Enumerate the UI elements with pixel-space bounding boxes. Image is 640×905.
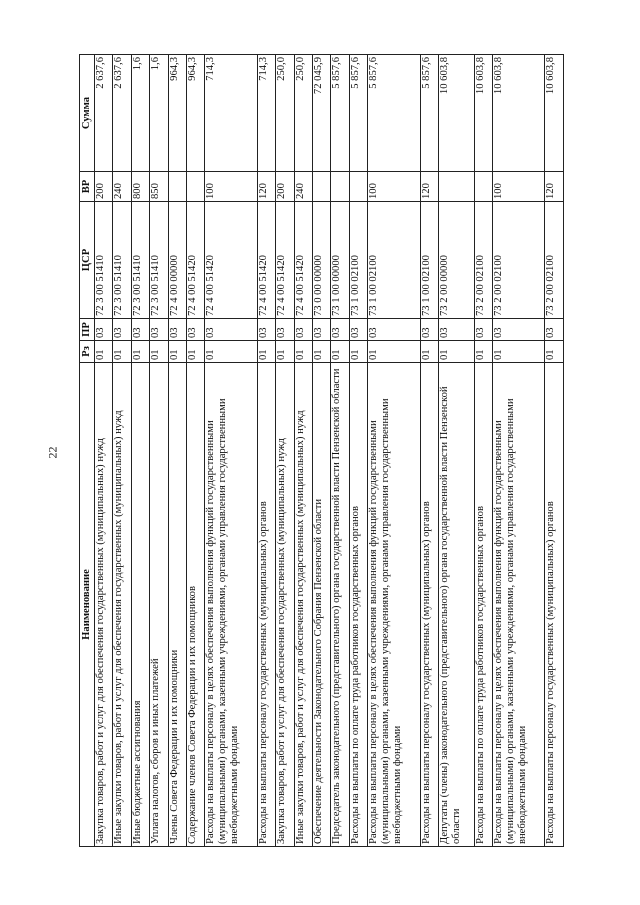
table-row (545, 55, 564, 847)
cell-csr: 72 4 00 51420 (294, 202, 312, 319)
page-number: 22 (45, 446, 60, 459)
cell-sum: 250,0 (276, 55, 294, 172)
cell-sum: 10 603,8 (492, 55, 544, 172)
cell-name: Расходы на выплаты персоналу в целях обеспечения выполнения функций государственными (муниципальными) органами, казенными учреждениями, органами управления государственными внебюджетными фондами (368, 363, 420, 847)
cell-name: Расходы на выплаты по оплате труда работников государственных органов (349, 363, 367, 847)
cell-name: Расходы на выплаты персоналу в целях обеспечения выполнения функций государственными (муниципальными) органами, казенными учреждениями, органами управления государственными внебюджетными фондами (492, 363, 544, 847)
cell-csr: 72 3 00 51410 (131, 202, 149, 319)
header-pr: ПР (80, 319, 95, 341)
cell-vr (168, 172, 186, 202)
cell-pr: 03 (368, 319, 420, 341)
cell-csr: 72 4 00 51420 (276, 202, 294, 319)
cell-pr: 03 (257, 319, 275, 341)
cell-name: Содержание членов Совета Федерации и их помощников (187, 363, 205, 847)
cell-csr: 72 4 00 51420 (187, 202, 205, 319)
cell-sum: 5 857,6 (368, 55, 420, 172)
cell-rz: 01 (474, 341, 492, 363)
cell-rz: 01 (349, 341, 367, 363)
cell-sum: 72 045,9 (313, 55, 331, 172)
cell-name: Иные закупки товаров, работ и услуг для обеспечения государственных (муниципальных) нужд (294, 363, 312, 847)
cell-rz: 01 (150, 341, 168, 363)
cell-name: Председатель законодательного (представительного) органа государственной власти Пензенской области (331, 363, 349, 847)
cell-sum: 964,3 (168, 55, 186, 172)
table-row (294, 55, 312, 847)
cell-sum: 10 603,8 (474, 55, 492, 172)
cell-pr: 03 (205, 319, 257, 341)
table-row (474, 55, 492, 847)
cell-csr: 73 2 00 02100 (474, 202, 492, 319)
table-row (205, 55, 257, 847)
cell-name: Иные бюджетные ассигнования (131, 363, 149, 847)
cell-pr: 03 (331, 319, 349, 341)
cell-rz: 01 (294, 341, 312, 363)
cell-vr: 100 (492, 172, 544, 202)
cell-pr: 03 (313, 319, 331, 341)
cell-vr: 240 (294, 172, 312, 202)
table-row (257, 55, 275, 847)
table-row (168, 55, 186, 847)
table-row (113, 55, 131, 847)
cell-name: Расходы на выплаты персоналу в целях обеспечения выполнения функций государственными (муниципальными) органами, казенными учреждениями, органами управления государственными внебюджетными фондами (205, 363, 257, 847)
table-row (150, 55, 168, 847)
cell-csr: 72 3 00 51410 (95, 202, 113, 319)
cell-name: Члены Совета Федерации и их помощники (168, 363, 186, 847)
cell-vr (349, 172, 367, 202)
cell-pr: 03 (131, 319, 149, 341)
cell-rz: 01 (168, 341, 186, 363)
cell-csr: 72 3 00 51410 (150, 202, 168, 319)
cell-name: Расходы на выплаты персоналу государственных (муниципальных) органов (257, 363, 275, 847)
cell-csr: 73 1 00 02100 (349, 202, 367, 319)
cell-vr: 120 (420, 172, 438, 202)
cell-name: Обеспечение деятельности Законодательного Собрания Пензенской области (313, 363, 331, 847)
cell-sum: 250,0 (294, 55, 312, 172)
cell-sum: 1,6 (150, 55, 168, 172)
cell-pr: 03 (95, 319, 113, 341)
cell-pr: 03 (150, 319, 168, 341)
cell-name: Расходы на выплаты персоналу государственных (муниципальных) органов (545, 363, 564, 847)
cell-pr: 03 (294, 319, 312, 341)
cell-rz: 01 (131, 341, 149, 363)
table-row (187, 55, 205, 847)
table-row (313, 55, 331, 847)
cell-sum: 5 857,6 (420, 55, 438, 172)
cell-vr: 200 (276, 172, 294, 202)
cell-csr: 72 4 00 00000 (168, 202, 186, 319)
cell-sum: 714,3 (257, 55, 275, 172)
table-row (131, 55, 149, 847)
table-row (439, 55, 474, 847)
table-row (95, 55, 113, 847)
cell-name: Расходы на выплаты по оплате труда работников государственных органов (474, 363, 492, 847)
cell-rz: 01 (95, 341, 113, 363)
cell-csr: 73 2 00 00000 (439, 202, 474, 319)
cell-sum: 5 857,6 (331, 55, 349, 172)
table-row (368, 55, 420, 847)
cell-csr: 73 2 00 02100 (545, 202, 564, 319)
cell-rz: 01 (276, 341, 294, 363)
cell-name: Закупка товаров, работ и услуг для обеспечения государственных (муниципальных) нужд (95, 363, 113, 847)
cell-rz: 01 (313, 341, 331, 363)
header-vr: ВР (80, 172, 95, 202)
cell-rz: 01 (113, 341, 131, 363)
cell-pr: 03 (276, 319, 294, 341)
cell-pr: 03 (439, 319, 474, 341)
cell-sum: 10 603,8 (439, 55, 474, 172)
cell-vr: 850 (150, 172, 168, 202)
cell-csr: 72 3 00 51410 (113, 202, 131, 319)
header-sum: Сумма (80, 55, 95, 172)
table-row (420, 55, 438, 847)
cell-csr: 72 4 00 51420 (205, 202, 257, 319)
table-row (331, 55, 349, 847)
cell-vr (331, 172, 349, 202)
cell-csr: 73 0 00 00000 (313, 202, 331, 319)
table-row (492, 55, 544, 847)
cell-csr: 72 4 00 51420 (257, 202, 275, 319)
budget-table (79, 54, 564, 847)
cell-pr: 03 (545, 319, 564, 341)
cell-sum: 10 603,8 (545, 55, 564, 172)
cell-vr (187, 172, 205, 202)
cell-vr: 100 (205, 172, 257, 202)
cell-rz: 01 (187, 341, 205, 363)
cell-vr: 120 (257, 172, 275, 202)
cell-name: Уплата налогов, сборов и иных платежей (150, 363, 168, 847)
header-csr: ЦСР (80, 202, 95, 319)
cell-vr: 120 (545, 172, 564, 202)
cell-rz: 01 (439, 341, 474, 363)
cell-sum: 714,3 (205, 55, 257, 172)
cell-rz: 01 (368, 341, 420, 363)
cell-sum: 1,6 (131, 55, 149, 172)
header-name: Наименование (80, 363, 95, 847)
cell-csr: 73 1 00 02100 (420, 202, 438, 319)
cell-rz: 01 (205, 341, 257, 363)
cell-sum: 2 637,6 (113, 55, 131, 172)
cell-vr (313, 172, 331, 202)
cell-rz: 01 (420, 341, 438, 363)
rotated-table-container (79, 55, 564, 847)
cell-name: Закупка товаров, работ и услуг для обеспечения государственных (муниципальных) нужд (276, 363, 294, 847)
cell-vr: 200 (95, 172, 113, 202)
cell-sum: 2 637,6 (95, 55, 113, 172)
cell-name: Иные закупки товаров, работ и услуг для обеспечения государственных (муниципальных) нужд (113, 363, 131, 847)
cell-vr: 100 (368, 172, 420, 202)
cell-name: Расходы на выплаты персоналу государственных (муниципальных) органов (420, 363, 438, 847)
cell-pr: 03 (420, 319, 438, 341)
header-rz: Рз (80, 341, 95, 363)
cell-pr: 03 (168, 319, 186, 341)
table-row (276, 55, 294, 847)
cell-rz: 01 (492, 341, 544, 363)
cell-pr: 03 (474, 319, 492, 341)
table-row (349, 55, 367, 847)
cell-vr (439, 172, 474, 202)
table-body (95, 55, 564, 847)
cell-pr: 03 (187, 319, 205, 341)
table-header-row (80, 55, 95, 847)
cell-pr: 03 (113, 319, 131, 341)
cell-name: Депутаты (члены) законодательного (представительного) органа государственной власти Пензенской области (439, 363, 474, 847)
cell-rz: 01 (257, 341, 275, 363)
cell-pr: 03 (492, 319, 544, 341)
cell-sum: 5 857,6 (349, 55, 367, 172)
cell-rz: 01 (331, 341, 349, 363)
cell-rz: 01 (545, 341, 564, 363)
cell-csr: 73 1 00 00000 (331, 202, 349, 319)
cell-pr: 03 (349, 319, 367, 341)
cell-vr: 800 (131, 172, 149, 202)
cell-vr: 240 (113, 172, 131, 202)
cell-vr (474, 172, 492, 202)
cell-csr: 73 2 00 02100 (492, 202, 544, 319)
cell-sum: 964,3 (187, 55, 205, 172)
cell-csr: 73 1 00 02100 (368, 202, 420, 319)
